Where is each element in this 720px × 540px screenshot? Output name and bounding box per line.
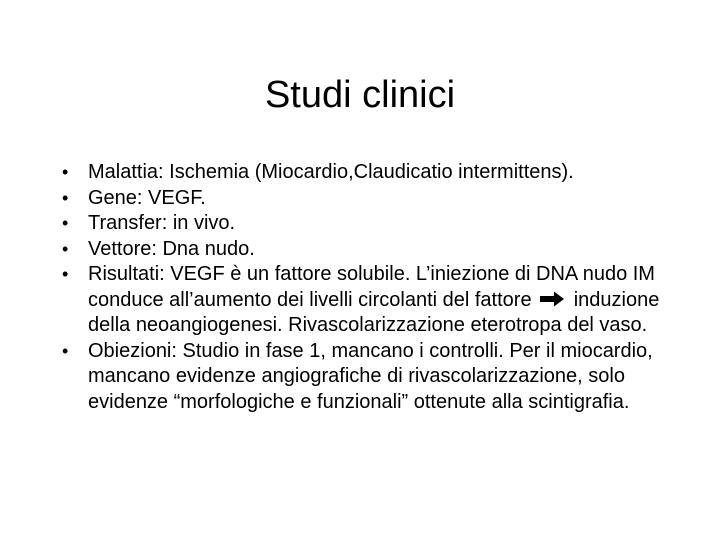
- slide-title: Studi clinici: [264, 74, 456, 116]
- right-arrow-icon: [539, 291, 565, 307]
- bullet-obiezioni: • Obiezioni: Studio in fase 1, mancano i controlli. Per il miocardio, mancano evidenze angiografiche di rivascolarizzazione, solo evidenze “morfologiche e funzionali” ottenute alla scintigrafia.: [88, 339, 688, 416]
- bullet-list: [88, 160, 688, 415]
- bullet-gene: • Gene: VEGF.: [88, 186, 688, 212]
- risultati-text-after: induzione della neoangiogenesi. Rivascolarizzazione eterotropa del vaso.: [88, 288, 660, 336]
- bullet-vettore: • Vettore: Dna nudo.: [88, 237, 688, 263]
- bullet-transfer: • Transfer: in vivo.: [88, 211, 688, 237]
- risultati-text-before: Risultati: VEGF è un fattore solubile. L’iniezione di DNA nudo IM conduce all’aumento dei livelli circolanti del fattore: [88, 263, 655, 311]
- bullet-malattia: • Malattia: Ischemia (Miocardio,Claudicatio intermittens).: [88, 160, 688, 186]
- bullet-risultati: [88, 262, 688, 339]
